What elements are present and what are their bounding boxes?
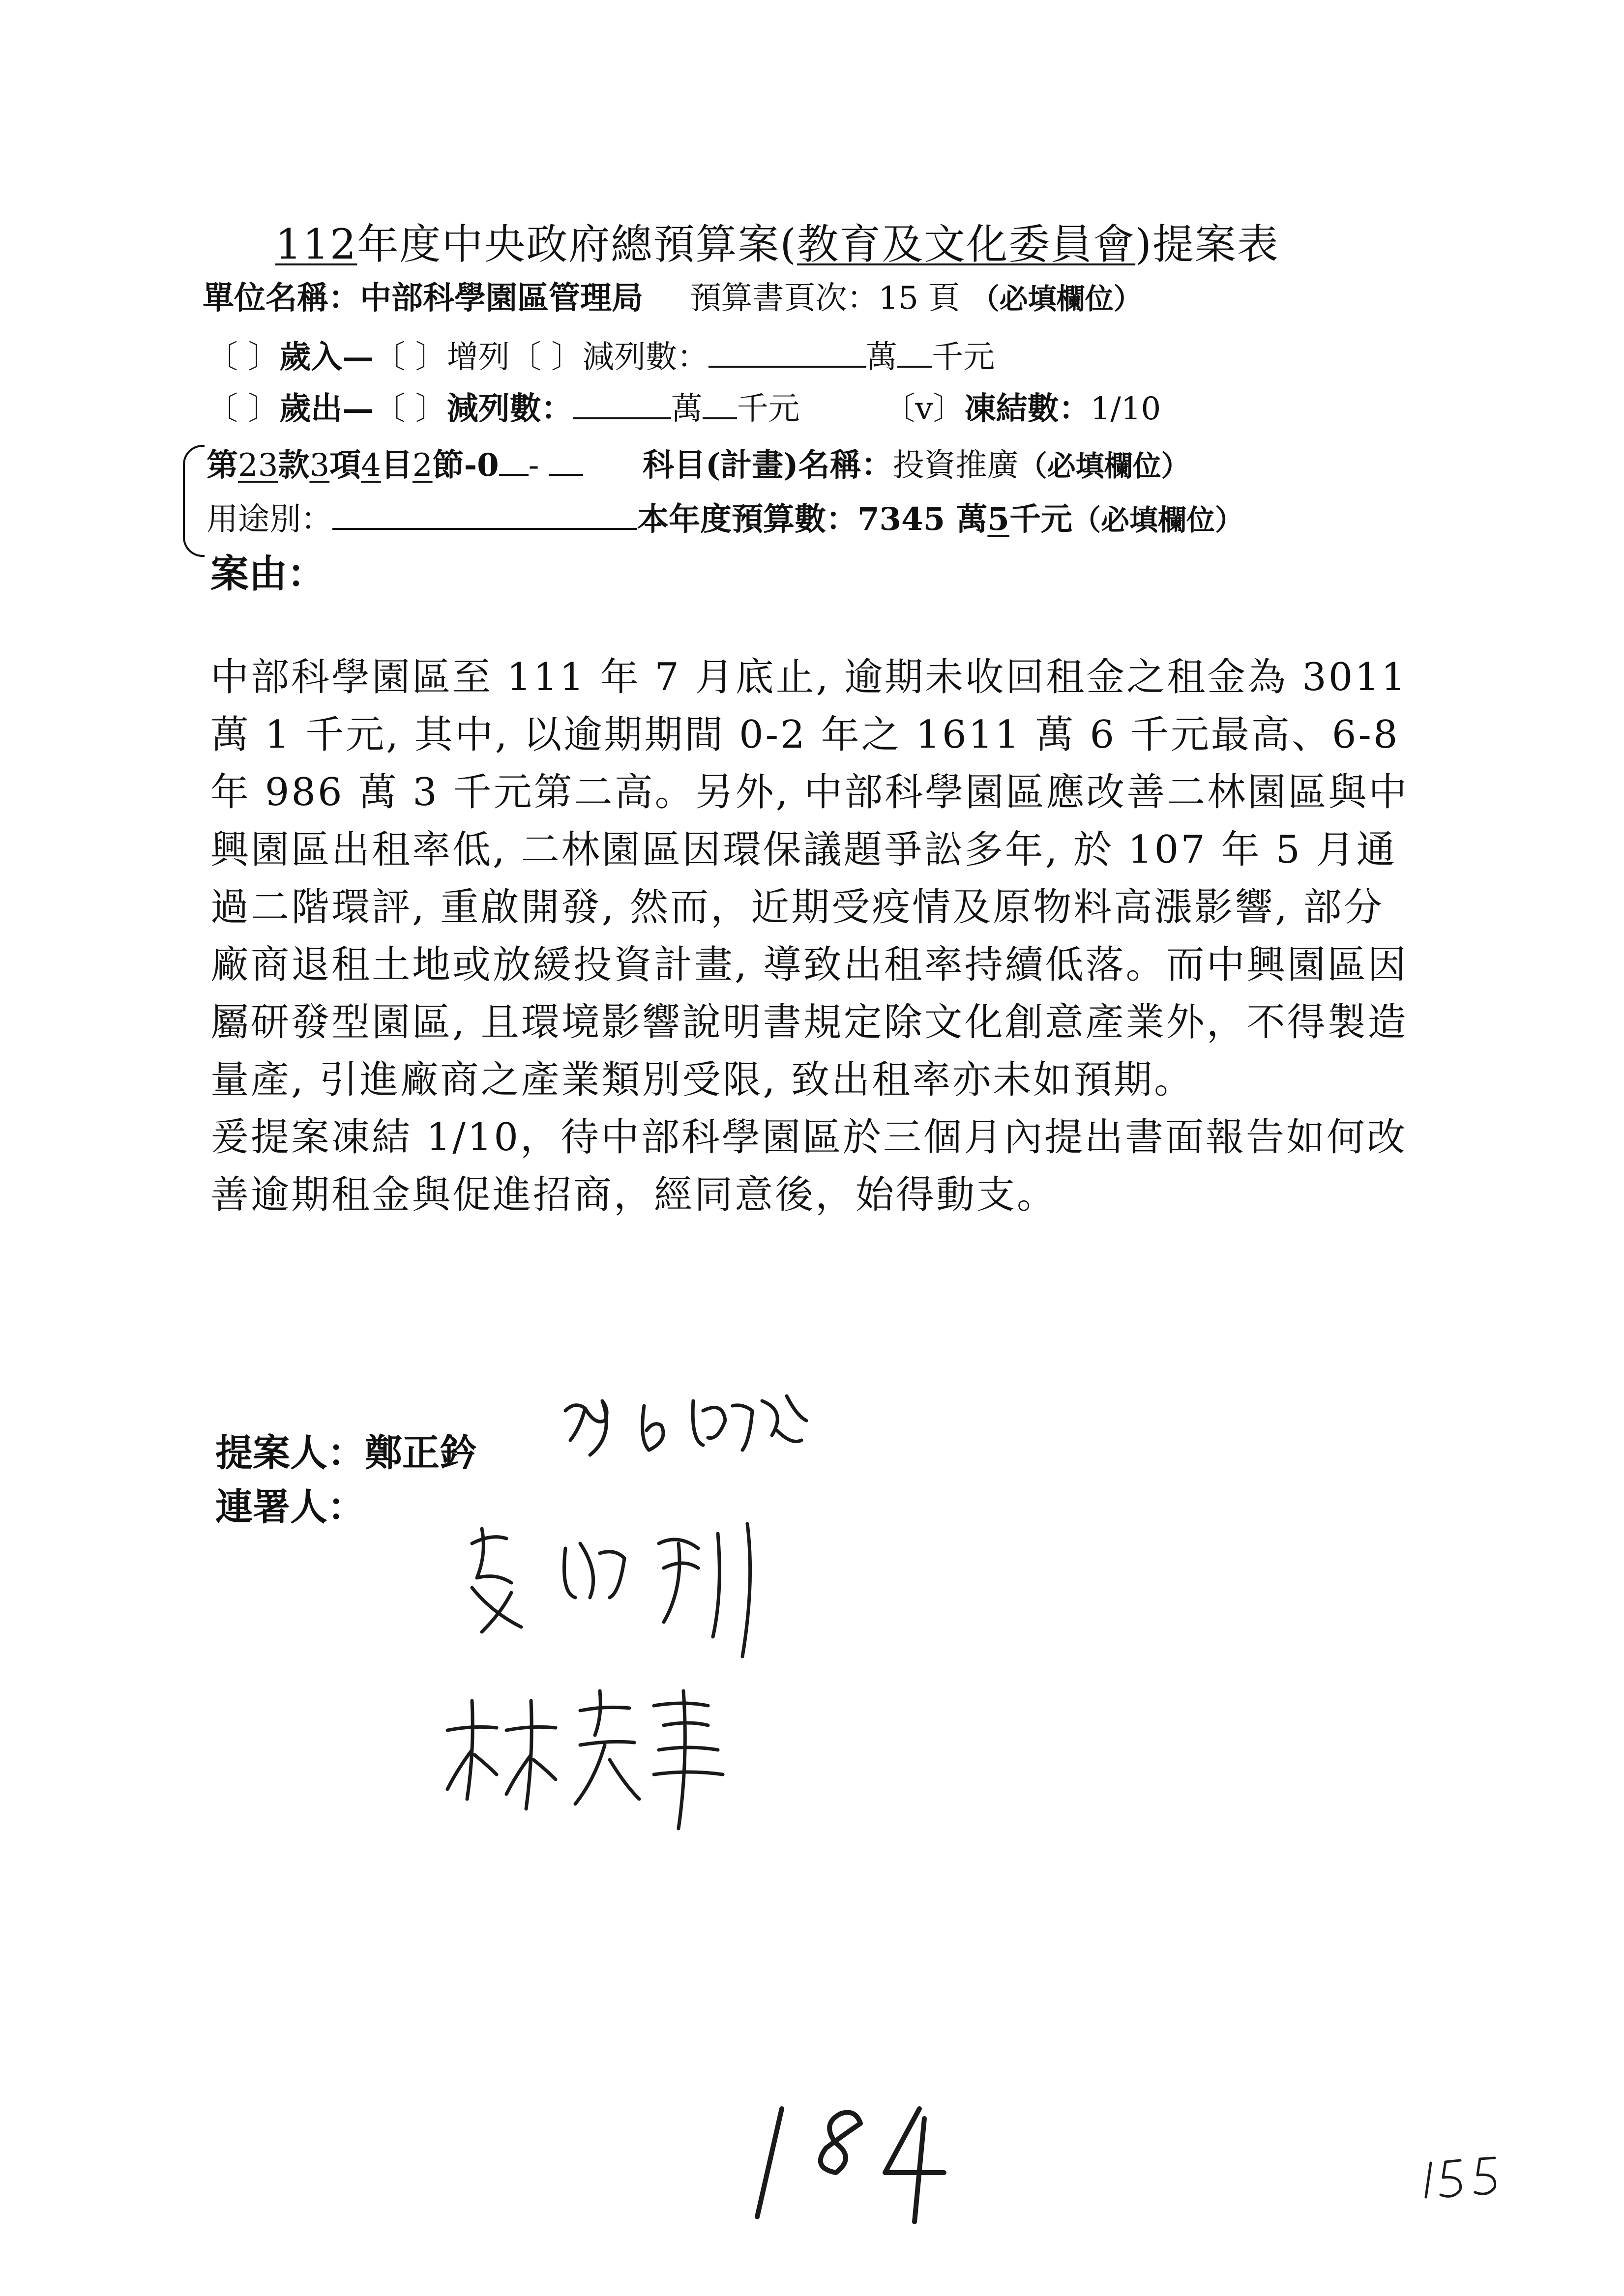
wan-label: 萬 [866,339,898,376]
cosigner-signature-1 [452,1514,806,1661]
expense-decrease-checkbox[interactable]: 〔 〕 [374,391,447,427]
expense-thousand-blank[interactable] [703,417,737,419]
subject-value: 投資推廣 [892,447,1019,484]
required-note: （必填欄位） [971,282,1142,316]
proposer-label: 提案人： [215,1431,365,1475]
reason-paragraph-2: 爰提案凍結 1/10，待中部科學園區於三個月內提出書面報告如何改善逾期租金與促進招商，經同意後，始得動支。 [210,1115,1407,1217]
di-label: 第 [207,447,238,484]
required-note: （必填欄位） [1018,449,1190,483]
proposer-signature [556,1381,816,1480]
title-committee: 教育及文化委員會 [797,220,1136,268]
freeze-value: 1/10 [1090,391,1161,427]
expense-line [207,383,1161,429]
budget-amount-label: 本年度預算數：7345 萬 [637,501,988,538]
reason-label: 案由： [210,552,326,596]
thousand-label: 千元 [737,391,800,427]
budget-unit: 千元 [1009,501,1072,538]
title-year: 112 [275,220,357,268]
increase-label: 增列 [446,339,510,376]
usage-line [207,494,1243,539]
section-bracket [183,445,205,557]
required-note: （必填欄位） [1072,503,1243,537]
mu-label: 目 [381,447,413,484]
jie-value: 2 [412,447,433,484]
expense-checkbox[interactable]: 〔 〕 [207,391,280,427]
xiang-label: 項 [329,447,361,484]
unit-line [203,273,1142,318]
page-number-handwritten [738,2089,1013,2237]
jie-label: 節-0 [432,447,499,484]
proposer-name: 鄭正鈐 [365,1431,477,1475]
revenue-wan-blank[interactable] [709,365,866,368]
budget-page: 預算書頁次：15 頁 [689,280,960,317]
kuan-label: 款 [278,447,310,484]
title-mid: 年度中央政府總預算案( [357,220,797,268]
reason-body [210,649,1420,1224]
expense-label: 歲出— [279,390,374,427]
item-line [207,440,1190,485]
freeze-checkbox[interactable]: 〔v〕 [884,391,965,427]
xiang-value: 3 [309,447,330,484]
dash: - [528,447,539,484]
cosigner-label: 連署人： [215,1485,365,1529]
budget-thousand-value: 5 [987,501,1009,538]
proposer-line [215,1423,477,1477]
sub-blank-2[interactable] [549,473,583,476]
page-title [275,211,1279,271]
usage-label: 用途別： [207,501,332,538]
freeze-label: 凍結數： [964,390,1091,427]
revenue-line [207,332,995,377]
reason-paragraph-1: 中部科學園區至 111 年 7 月底止, 逾期未收回租金之租金為 3011 萬 1 千元, 其中, 以逾期期間 0-2 年之 1611 萬 6 千元最高、6-8 年 986 萬 3 千元第二高。另外, 中部科學園區應改善二林園區與中興園區出租率低, 二林園區因環保議題爭訟多年, 於 107 年 5 月通過二階環評, 重啟開發, 然而，近期受疫情及原物料高漲影響, 部分廠商退租土地或放緩投資計畫, 導致出租率持續低落。而中興園區因屬研發型園區, 且環境影響說明書規定除文化創意產業外，不得製造量產, 引進廠商之產業類別受限, 致出租率亦未如預期。 [210,655,1409,1102]
revenue-thousand-blank[interactable] [897,365,932,368]
decrease-checkbox[interactable]: 〔 〕 [509,339,583,376]
kuan-value: 23 [238,447,278,484]
revenue-checkbox[interactable]: 〔 〕 [207,339,280,376]
cosigner-signature-2 [433,1671,777,1833]
increase-checkbox[interactable]: 〔 〕 [374,339,447,376]
usage-blank[interactable] [332,527,637,530]
sub-blank-1[interactable] [499,473,529,476]
revenue-label: 歲入— [279,339,374,376]
subject-label: 科目(計畫)名稱： [643,447,893,484]
expense-decrease-label: 減列數： [446,390,573,427]
wan-label: 萬 [671,391,703,427]
thousand-label: 千元 [932,339,995,376]
corner-number-handwritten [1416,2148,1514,2207]
unit-name: 單位名稱：中部科學園區管理局 [203,280,643,317]
title-end: )提案表 [1135,220,1279,268]
decrease-label: 減列數： [583,339,709,376]
expense-wan-blank[interactable] [573,417,671,419]
mu-value: 4 [361,447,381,484]
